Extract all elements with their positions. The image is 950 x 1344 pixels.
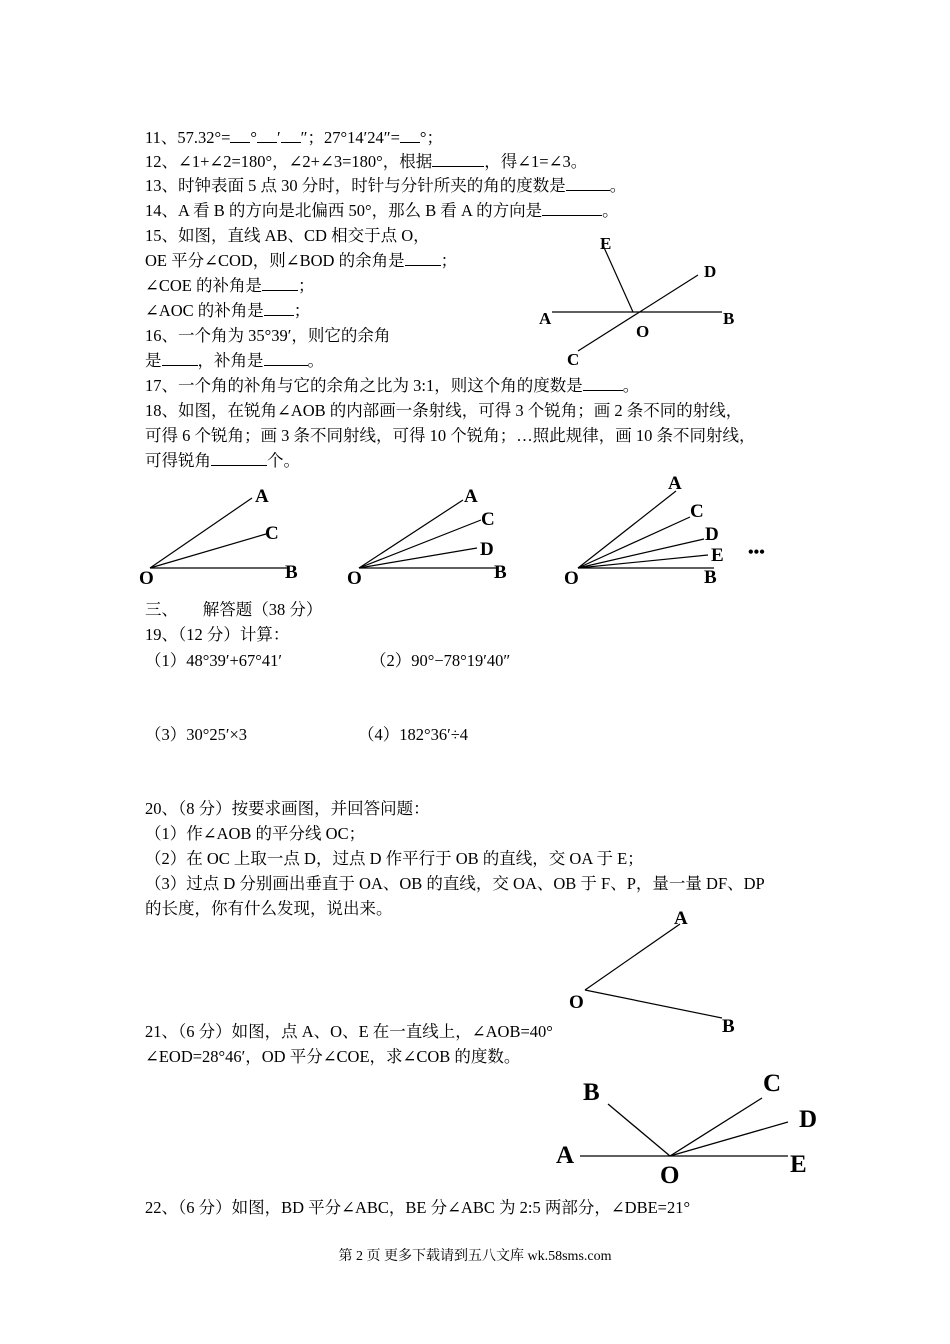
label-c: C bbox=[567, 350, 580, 369]
question-20-step-2: （2）在 OC 上取一点 D，过点 D 作平行于 OB 的直线，交 OA 于 E； bbox=[145, 849, 644, 868]
question-15-line4: ∠AOC 的补角是 ； bbox=[145, 301, 311, 320]
question-16-line1: 16、一个角为 35°39′，则它的余角 bbox=[145, 326, 391, 345]
ellipsis: ••• bbox=[748, 544, 765, 561]
label-o: O bbox=[660, 1162, 680, 1189]
label-d: D bbox=[704, 262, 717, 281]
question-13: 13、时钟表面 5 点 30 分时，时针与分针所夹的角的度数是 。 bbox=[145, 176, 627, 195]
question-19-part-4: （4）182°36′÷4 bbox=[358, 725, 469, 744]
question-18-line3: 可得锐角 个。 bbox=[145, 451, 300, 470]
blank[interactable] bbox=[405, 249, 441, 266]
label-e: E bbox=[711, 545, 724, 566]
question-15-line2: OE 平分∠COD，则∠BOD 的余角是 ； bbox=[145, 251, 458, 270]
page-footer: 第 2 页 更多下载请到五八文库 wk.58sms.com bbox=[338, 1249, 612, 1264]
blank[interactable] bbox=[257, 126, 277, 143]
label-a: A bbox=[556, 1142, 575, 1169]
blank[interactable] bbox=[211, 449, 267, 466]
figure-18-c bbox=[550, 465, 790, 590]
label-a: A bbox=[539, 309, 552, 328]
label-o: O bbox=[569, 992, 584, 1013]
label-c: C bbox=[690, 501, 704, 522]
label-d: D bbox=[480, 539, 494, 560]
blank[interactable] bbox=[230, 126, 250, 143]
label-d: D bbox=[705, 524, 719, 545]
figure-18-a bbox=[130, 478, 320, 590]
label-c: C bbox=[763, 1070, 782, 1097]
blank[interactable] bbox=[583, 374, 623, 391]
label-b: B bbox=[285, 562, 298, 583]
label-c: C bbox=[265, 523, 279, 544]
question-14: 14、A 看 B 的方向是北偏西 50°，那么 B 看 A 的方向是 。 bbox=[145, 201, 619, 220]
question-15-line1: 15、如图，直线 AB、CD 相交于点 O， bbox=[145, 226, 430, 245]
question-21-line2: ∠EOD=28°46′，OD 平分∠COE，求∠COB 的度数。 bbox=[145, 1047, 521, 1066]
question-15-line3: ∠COE 的补角是 ； bbox=[145, 276, 315, 295]
question-22-line1: 22、（6 分）如图，BD 平分∠ABC，BE 分∠ABC 为 2:5 两部分，∠DBE=21° bbox=[145, 1198, 691, 1217]
label-b: B bbox=[723, 309, 735, 328]
label-o: O bbox=[139, 568, 154, 589]
blank[interactable] bbox=[162, 349, 198, 366]
question-19-part-1: （1）48°39′+67°41′ bbox=[145, 651, 282, 670]
blank[interactable] bbox=[542, 199, 602, 216]
question-18-line2: 可得 6 个锐角；画 3 条不同射线，可得 10 个锐角；…照此规律，画 10 条不同射线， bbox=[145, 426, 756, 445]
question-19-part-3: （3）30°25′×3 bbox=[145, 725, 248, 744]
label-a: A bbox=[668, 473, 682, 494]
question-20-step-1: （1）作∠AOB 的平分线 OC； bbox=[145, 824, 366, 843]
label-c: C bbox=[481, 509, 495, 530]
blank[interactable] bbox=[432, 150, 484, 167]
label-a: A bbox=[464, 486, 478, 507]
question-19-title: 19、（12 分）计算： bbox=[145, 625, 290, 644]
figure-15 bbox=[530, 225, 760, 375]
question-20-step-4: 的长度，你有什么发现，说出来。 bbox=[145, 899, 393, 918]
question-16-line2: 是 ，补角是 。 bbox=[145, 351, 324, 370]
label-e: E bbox=[790, 1151, 807, 1178]
figure-20 bbox=[560, 900, 760, 1040]
question-12: 12、∠1+∠2=180°，∠2+∠3=180°，根据 ，得∠1=∠3。 bbox=[145, 152, 588, 171]
figure-18-b bbox=[335, 478, 525, 590]
ray-oe bbox=[602, 243, 633, 312]
figure-21 bbox=[550, 1064, 830, 1194]
question-11: 11、57.32°= ° ′ ″；27°14′24″= °； bbox=[145, 128, 444, 147]
label-b: B bbox=[583, 1079, 600, 1106]
label-b: B bbox=[494, 562, 507, 583]
label-b: B bbox=[704, 567, 717, 588]
blank[interactable] bbox=[281, 126, 301, 143]
question-20-title: 20、（8 分）按要求画图，并回答问题： bbox=[145, 799, 430, 818]
blank[interactable] bbox=[566, 174, 610, 191]
blank[interactable] bbox=[264, 349, 308, 366]
question-19-part-2: （2）90°−78°19′40″ bbox=[370, 651, 511, 670]
blank[interactable] bbox=[264, 299, 294, 316]
label-b: B bbox=[722, 1016, 735, 1037]
label-o: O bbox=[347, 568, 362, 589]
label-o: O bbox=[564, 568, 579, 589]
question-17: 17、一个角的补角与它的余角之比为 3:1，则这个角的度数是 。 bbox=[145, 376, 640, 395]
label-o: O bbox=[636, 322, 650, 341]
section-3-heading: 三、 解答题（38 分） bbox=[145, 600, 323, 619]
question-18-line1: 18、如图，在锐角∠AOB 的内部画一条射线，可得 3 个锐角；画 2 条不同的射线， bbox=[145, 401, 743, 420]
label-d: D bbox=[799, 1106, 818, 1133]
label-a: A bbox=[674, 908, 688, 929]
question-21-line1: 21、（6 分）如图，点 A、O、E 在一直线上，∠AOB=40° bbox=[145, 1022, 553, 1041]
label-e: E bbox=[600, 234, 612, 253]
blank[interactable] bbox=[400, 126, 420, 143]
blank[interactable] bbox=[262, 274, 298, 291]
question-20-step-3: （3）过点 D 分别画出垂直于 OA、OB 的直线，交 OA、OB 于 F、P，量一量 DF、DP bbox=[145, 874, 765, 893]
label-a: A bbox=[255, 486, 269, 507]
